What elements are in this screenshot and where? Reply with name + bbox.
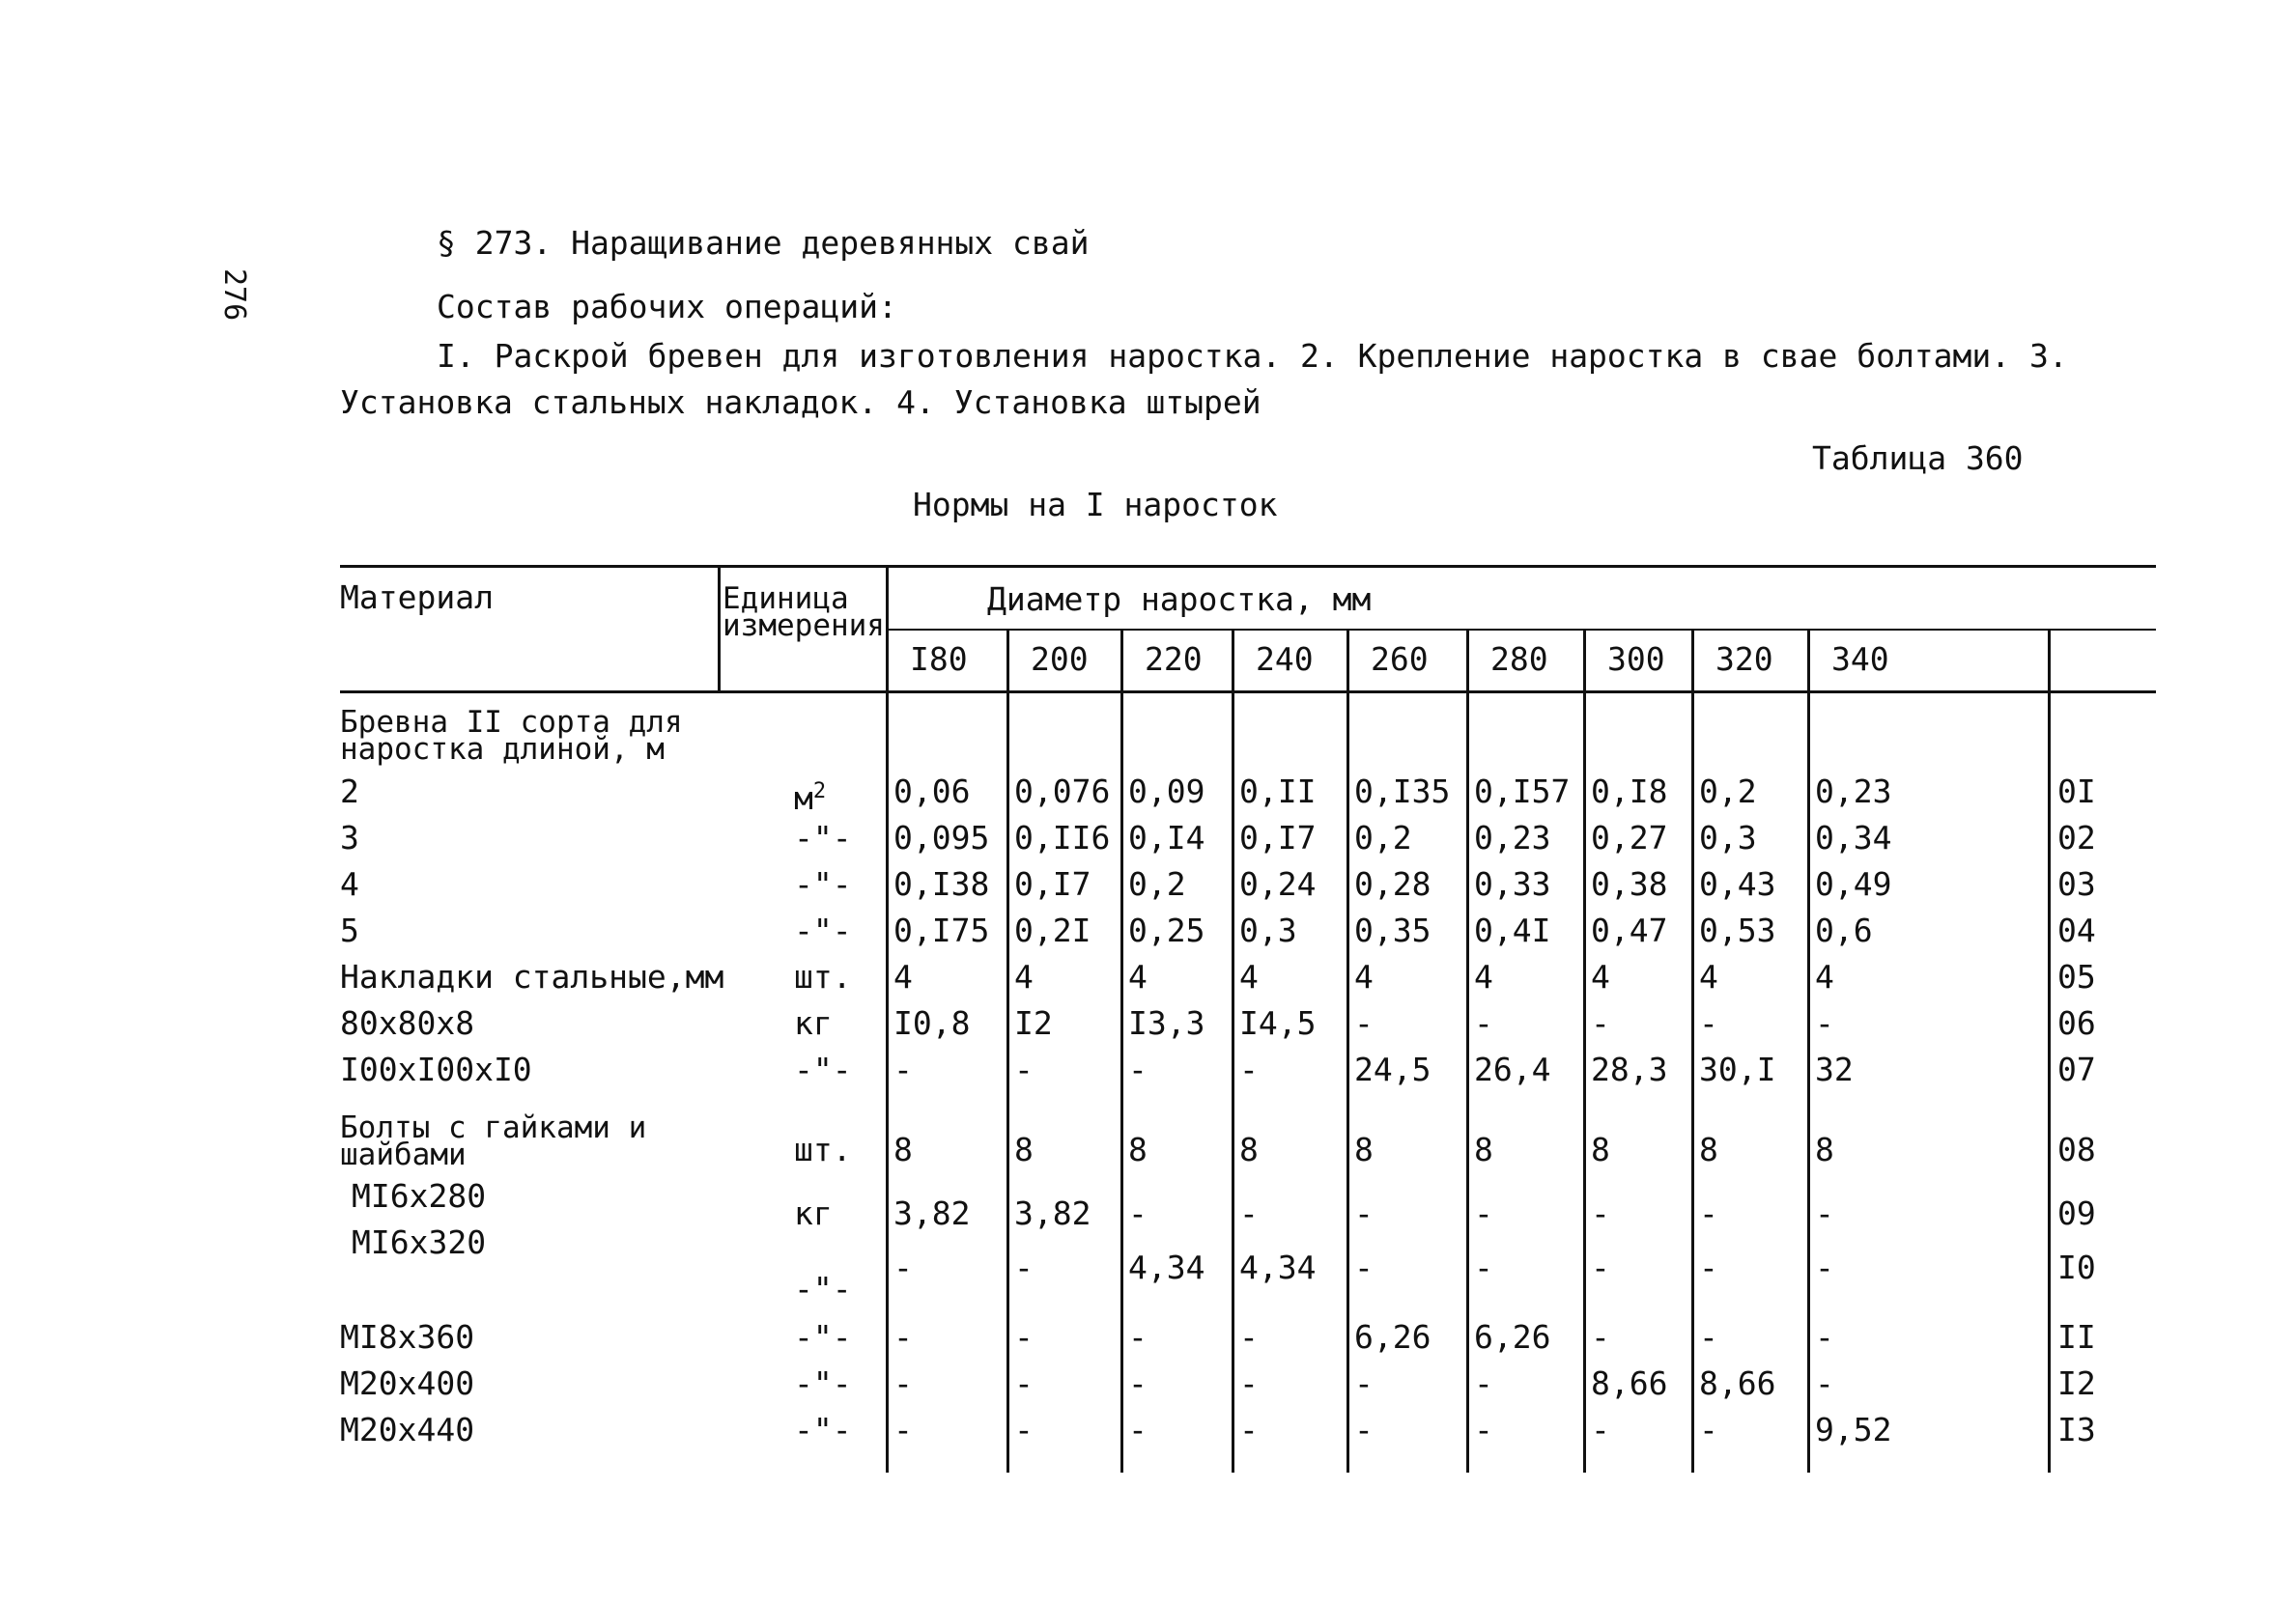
table-cell: 8: [1591, 1131, 1610, 1168]
table-cell: -: [1239, 1411, 1259, 1448]
row-unit: [794, 1051, 852, 1089]
table-cell: -: [1474, 1249, 1493, 1286]
table-cell: -: [1014, 1249, 1034, 1286]
table-cell: -: [1014, 1411, 1034, 1448]
unit-text: шт.: [794, 1131, 852, 1168]
header-diameter-5: 280: [1490, 640, 1548, 678]
row-label: наростка длиной, м: [340, 732, 665, 767]
row-unit: [794, 1004, 833, 1043]
header-diameter-2: 220: [1145, 640, 1203, 678]
table-cell: 0,II6: [1014, 819, 1111, 857]
table-cell: 0,3: [1699, 819, 1757, 857]
row-unit: [794, 912, 852, 950]
header-material: Материал: [340, 578, 494, 616]
row-label: M20x400: [340, 1364, 475, 1402]
table-cell: -: [1474, 1194, 1493, 1232]
row-code: II: [2057, 1318, 2096, 1356]
table-cell: 32: [1815, 1051, 1854, 1088]
composition-title: Состав рабочих операций:: [437, 288, 897, 325]
table-cell: -: [1815, 1194, 1834, 1232]
row-code: 09: [2057, 1194, 2096, 1232]
table-cell: 0,I57: [1474, 773, 1571, 810]
table-cell: 0,49: [1815, 865, 1892, 903]
table-cell: 8: [1474, 1131, 1493, 1168]
table-cell: -: [1699, 1411, 1718, 1448]
row-unit: [794, 773, 826, 818]
table-cell: 0,43: [1699, 865, 1776, 903]
table-cell: 0,28: [1354, 865, 1431, 903]
table-cell: I0,8: [893, 1004, 971, 1042]
divider-material-unit: [718, 565, 721, 690]
header-diameter-0: I80: [910, 640, 968, 678]
row-label: 5: [340, 912, 359, 949]
table-cell: 8,66: [1699, 1364, 1776, 1402]
table-cell: -: [1699, 1318, 1718, 1356]
table-cell: 4,34: [1128, 1249, 1205, 1286]
row-label: M20x440: [340, 1411, 475, 1448]
table-caption: Нормы на I наросток: [913, 486, 1278, 523]
table-cell: -: [1014, 1051, 1034, 1088]
table-cell: -: [1591, 1411, 1610, 1448]
table-label: Таблица 360: [1812, 439, 2024, 477]
table-cell: -: [1239, 1194, 1259, 1232]
table-cell: 30,I: [1699, 1051, 1776, 1088]
row-label: MI6x280: [352, 1177, 487, 1215]
table-cell: -: [1128, 1051, 1148, 1088]
header-unit-line2: измерения: [723, 608, 885, 643]
unit-text: -"-: [794, 1364, 852, 1402]
unit-text: кг: [794, 1194, 833, 1232]
row-unit: [794, 1364, 852, 1403]
table-cell: 8: [1128, 1131, 1148, 1168]
table-cell: -: [1815, 1249, 1834, 1286]
table-cell: 4: [1014, 958, 1034, 996]
row-code: 06: [2057, 1004, 2096, 1042]
row-code: I2: [2057, 1364, 2096, 1402]
table-cell: 0,24: [1239, 865, 1317, 903]
table-cell: 0,I7: [1014, 865, 1091, 903]
table-cell: -: [893, 1318, 913, 1356]
table-cell: -: [1128, 1411, 1148, 1448]
table-cell: -: [1128, 1318, 1148, 1356]
table-cell: -: [893, 1411, 913, 1448]
table-cell: -: [1815, 1004, 1834, 1042]
row-unit: [794, 958, 852, 997]
column-divider: [1583, 631, 1586, 1473]
table-cell: -: [1815, 1318, 1834, 1356]
table-cell: -: [1014, 1364, 1034, 1402]
section-heading: § 273. Наращивание деревянных свай: [437, 224, 1090, 262]
table-cell: -: [1474, 1004, 1493, 1042]
row-unit: [794, 1411, 852, 1449]
unit-text: -"-: [794, 1270, 852, 1307]
row-unit: [794, 1194, 833, 1233]
table-cell: 4: [1815, 958, 1834, 996]
table-cell: -: [1815, 1364, 1834, 1402]
table-cell: -: [1699, 1194, 1718, 1232]
table-cell: 0,076: [1014, 773, 1111, 810]
table-cell: 4: [1591, 958, 1610, 996]
table-cell: -: [1128, 1364, 1148, 1402]
row-label: 80x80x8: [340, 1004, 475, 1042]
unit-text: -"-: [794, 912, 852, 949]
table-cell: -: [1354, 1364, 1374, 1402]
table-cell: -: [893, 1249, 913, 1286]
table-cell: 0,38: [1591, 865, 1668, 903]
row-unit: [794, 1131, 852, 1169]
header-diameter-4: 260: [1371, 640, 1429, 678]
table-cell: 4: [893, 958, 913, 996]
row-label: I00xI00xI0: [340, 1051, 532, 1088]
row-code: 0I: [2057, 773, 2096, 810]
table-cell: -: [1014, 1318, 1034, 1356]
table-cell: -: [1591, 1318, 1610, 1356]
table-cell: 8,66: [1591, 1364, 1668, 1402]
column-divider: [1006, 631, 1009, 1473]
table-cell: 4: [1239, 958, 1259, 996]
row-label: MI8x360: [340, 1318, 475, 1356]
table-cell: -: [1354, 1411, 1374, 1448]
row-code: 07: [2057, 1051, 2096, 1088]
table-cell: -: [893, 1051, 913, 1088]
column-divider: [1232, 631, 1234, 1473]
table-cell: I3,3: [1128, 1004, 1205, 1042]
header-diameter: Диаметр наростка, мм: [987, 580, 1372, 618]
table-cell: 4: [1128, 958, 1148, 996]
row-code: 03: [2057, 865, 2096, 903]
table-cell: 4,34: [1239, 1249, 1317, 1286]
table-cell: 6,26: [1354, 1318, 1431, 1356]
header-diameter-1: 200: [1031, 640, 1089, 678]
table-cell: I4,5: [1239, 1004, 1317, 1042]
table-cell: 0,2: [1128, 865, 1186, 903]
table-cell: 0,47: [1591, 912, 1668, 949]
row-label: MI6x320: [352, 1223, 487, 1261]
table-cell: 8: [893, 1131, 913, 1168]
table-cell: 24,5: [1354, 1051, 1431, 1088]
table-cell: 0,53: [1699, 912, 1776, 949]
table-cell: 0,I38: [893, 865, 990, 903]
table-cell: 0,2I: [1014, 912, 1091, 949]
unit-text: -"-: [794, 1411, 852, 1448]
unit-text: м: [794, 779, 813, 817]
header-diameter-6: 300: [1607, 640, 1665, 678]
row-unit: [794, 1270, 852, 1308]
unit-text: -"-: [794, 819, 852, 857]
table-cell: 0,3: [1239, 912, 1297, 949]
column-divider: [1807, 631, 1810, 1473]
table-cell: 3,82: [893, 1194, 971, 1232]
table-cell: 0,34: [1815, 819, 1892, 857]
unit-text: кг: [794, 1004, 833, 1042]
table-cell: 4: [1354, 958, 1374, 996]
table-cell: 4: [1699, 958, 1718, 996]
table-cell: 0,06: [893, 773, 971, 810]
unit-text: -"-: [794, 1318, 852, 1356]
table-cell: 0,23: [1815, 773, 1892, 810]
table-cell: 28,3: [1591, 1051, 1668, 1088]
row-code: 02: [2057, 819, 2096, 857]
table-cell: 0,I7: [1239, 819, 1317, 857]
table-cell: 0,2: [1354, 819, 1412, 857]
table-cell: -: [1239, 1318, 1259, 1356]
table-cell: 0,09: [1128, 773, 1205, 810]
table-cell: 8: [1354, 1131, 1374, 1168]
unit-superscript: 2: [812, 779, 827, 803]
table-cell: -: [1354, 1194, 1374, 1232]
row-label: 4: [340, 865, 359, 903]
page-number: 276: [217, 268, 251, 322]
row-label: Накладки стальные,мм: [340, 958, 724, 996]
table-cell: -: [1239, 1364, 1259, 1402]
header-diameter-8: 340: [1831, 640, 1889, 678]
row-label: Болты с гайками и: [340, 1110, 647, 1145]
table-cell: -: [1354, 1249, 1374, 1286]
diameter-header-rule: [886, 629, 2156, 631]
table-cell: -: [1474, 1364, 1493, 1402]
table-cell: -: [1699, 1004, 1718, 1042]
row-label: Бревна II сорта для: [340, 705, 683, 740]
table-cell: 9,52: [1815, 1411, 1892, 1448]
table-cell: 8: [1239, 1131, 1259, 1168]
row-label: 3: [340, 819, 359, 857]
column-divider: [1691, 631, 1694, 1473]
table-cell: -: [1591, 1004, 1610, 1042]
table-cell: 0,4I: [1474, 912, 1551, 949]
header-diameter-3: 240: [1256, 640, 1314, 678]
table-cell: 8: [1815, 1131, 1834, 1168]
table-cell: 0,2: [1699, 773, 1757, 810]
row-code: 05: [2057, 958, 2096, 996]
row-code: I0: [2057, 1249, 2096, 1286]
table-cell: -: [1591, 1249, 1610, 1286]
unit-text: -"-: [794, 865, 852, 903]
column-divider: [1346, 631, 1349, 1473]
table-cell: 26,4: [1474, 1051, 1551, 1088]
table-cell: I2: [1014, 1004, 1053, 1042]
table-cell: -: [1699, 1249, 1718, 1286]
row-label: 2: [340, 773, 359, 810]
table-cell: -: [1128, 1194, 1148, 1232]
column-divider: [2048, 631, 2051, 1473]
table-cell: 0,095: [893, 819, 990, 857]
composition-text: I. Раскрой бревен для изготовления наростка. 2. Крепление наростка в свае болтами. 3. Установка стальных накладок. 4. Установка штырей: [340, 337, 2068, 421]
table-top-rule: [340, 565, 2156, 568]
table-cell: 6,26: [1474, 1318, 1551, 1356]
table-cell: 0,I75: [893, 912, 990, 949]
table-cell: 0,23: [1474, 819, 1551, 857]
table-cell: -: [1474, 1411, 1493, 1448]
header-unit-line1: Единица: [723, 581, 849, 616]
table-cell: -: [893, 1364, 913, 1402]
table-cell: -: [1591, 1194, 1610, 1232]
table-cell: -: [1354, 1004, 1374, 1042]
table-cell: 0,35: [1354, 912, 1431, 949]
column-divider: [1466, 631, 1469, 1473]
row-code: I3: [2057, 1411, 2096, 1448]
table-cell: 8: [1699, 1131, 1718, 1168]
header-diameter-7: 320: [1715, 640, 1773, 678]
row-code: 08: [2057, 1131, 2096, 1168]
unit-text: -"-: [794, 1051, 852, 1088]
table-cell: 0,II: [1239, 773, 1317, 810]
row-unit: [794, 865, 852, 904]
row-code: 04: [2057, 912, 2096, 949]
norms-table: [340, 565, 2156, 1492]
row-label: шайбами: [340, 1138, 467, 1172]
table-cell: -: [1239, 1051, 1259, 1088]
table-cell: 0,6: [1815, 912, 1873, 949]
table-cell: 0,25: [1128, 912, 1205, 949]
row-unit: [794, 819, 852, 857]
table-cell: 0,I8: [1591, 773, 1668, 810]
table-cell: 0,I4: [1128, 819, 1205, 857]
table-cell: 3,82: [1014, 1194, 1091, 1232]
table-cell: 0,I35: [1354, 773, 1451, 810]
column-divider: [1120, 631, 1123, 1473]
header-bottom-rule: [340, 690, 2156, 693]
table-cell: 0,27: [1591, 819, 1668, 857]
row-unit: [794, 1318, 852, 1357]
unit-text: шт.: [794, 958, 852, 996]
table-cell: 8: [1014, 1131, 1034, 1168]
divider-unit-values: [886, 565, 889, 1473]
table-cell: 0,33: [1474, 865, 1551, 903]
table-cell: 4: [1474, 958, 1493, 996]
